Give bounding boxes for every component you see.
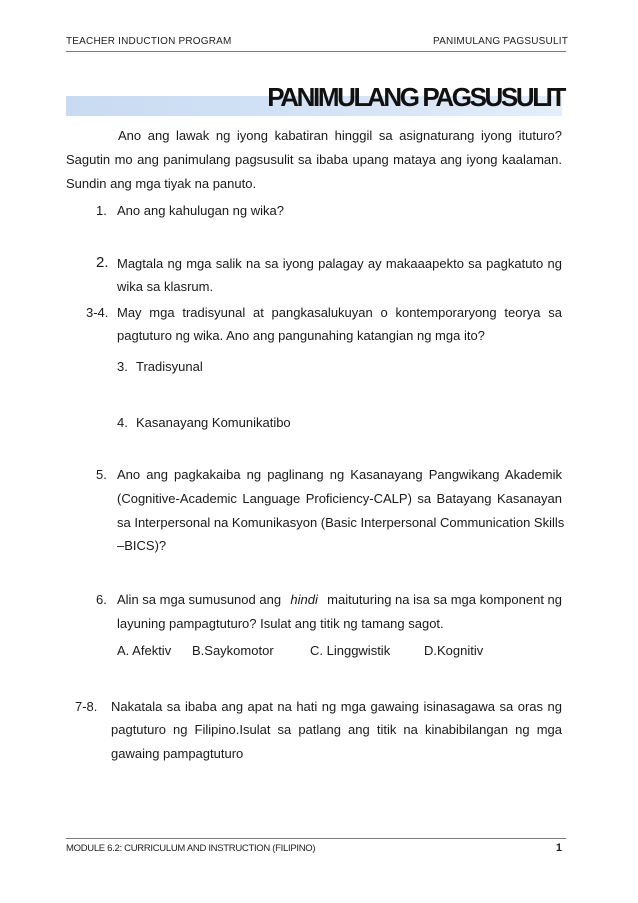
intro-line-1: Ano ang lawak ng iyong kabatiran hinggil sa asignaturang iyong ituturo? [118,128,562,143]
question-7-8-number: 7-8. [75,699,98,714]
question-3-4-line-1: May mga tradisyunal at pangkasalukuyan o kontemporaryong teorya sa [117,305,562,320]
question-7-8-line-1: Nakatala sa ibaba ang apat na hati ng mga gawaing isinasagawa sa oras ng [111,699,562,714]
question-5-line-2: (Cognitive-Academic Language Proficiency-CALP) sa Batayang Kasanayan [117,491,562,506]
page-number: 1 [555,842,562,854]
question-7-8-line-2: pagtuturo ng Filipino.Isulat sa patlang ang titik na kinabibilangan ng mga [111,722,562,737]
question-5-line-4: –BICS)? [117,538,167,553]
intro-line-3: Sundin ang mga tiyak na panuto. [66,176,257,191]
subitem-4-text: Kasanayang Komunikatibo [136,415,291,430]
header-rule [66,51,566,52]
header-right: PANIMULANG PAGSUSULIT [433,36,568,47]
footer-left: MODULE 6.2: CURRICULUM AND INSTRUCTION (FILIPINO) [66,843,316,854]
subitem-4-number: 4. [117,415,128,430]
question-2-line-1: Magtala ng mga salik na sa iyong palagay ay makaaapekto sa pagkatuto ng [117,256,562,271]
question-1-number: 1. [96,203,107,218]
footer-rule [66,838,566,839]
choice-d: D.Kognitiv [424,643,484,658]
page-title: PANIMULANG PAGSUSULIT [267,82,564,112]
choice-a: A. Afektiv [117,643,172,658]
choice-b: B.Saykomotor [192,643,274,658]
question-6-emphasis: hindi [290,592,318,607]
question-7-8-line-3: gawaing pampagtuturo [111,746,244,761]
question-2-line-2: wika sa klasrum. [117,279,214,294]
question-6-line-1 [117,592,562,607]
question-6-line-1-b: maituturing na isa sa mga komponent ng [327,592,562,607]
question-5-line-3: sa Interpersonal na Komunikasyon (Basic Interpersonal Communication Skills [117,515,565,530]
subitem-3-text: Tradisyunal [136,359,203,374]
subitem-3-number: 3. [117,359,128,374]
question-3-4-number: 3-4. [86,305,109,320]
question-2-number: 2. [96,254,109,271]
question-6-line-2: layuning pampagtuturo? Isulat ang titik ng tamang sagot. [117,616,444,631]
question-6-number: 6. [96,592,107,607]
question-6-line-1-a: Alin sa mga sumusunod ang [117,592,282,607]
header-left: TEACHER INDUCTION PROGRAM [66,36,232,47]
choice-c: C. Linggwistik [310,643,391,658]
question-5-number: 5. [96,467,107,482]
question-1-text: Ano ang kahulugan ng wika? [117,203,284,218]
question-3-4-line-2: pagtuturo ng wika. Ano ang pangunahing katangian ng mga ito? [117,328,485,343]
intro-line-2: Sagutin mo ang panimulang pagsusulit sa ibaba upang mataya ang iyong kaalaman. [66,152,562,167]
question-5-line-1: Ano ang pagkakaiba ng paglinang ng Kasanayang Pangwikang Akademik [117,467,562,482]
